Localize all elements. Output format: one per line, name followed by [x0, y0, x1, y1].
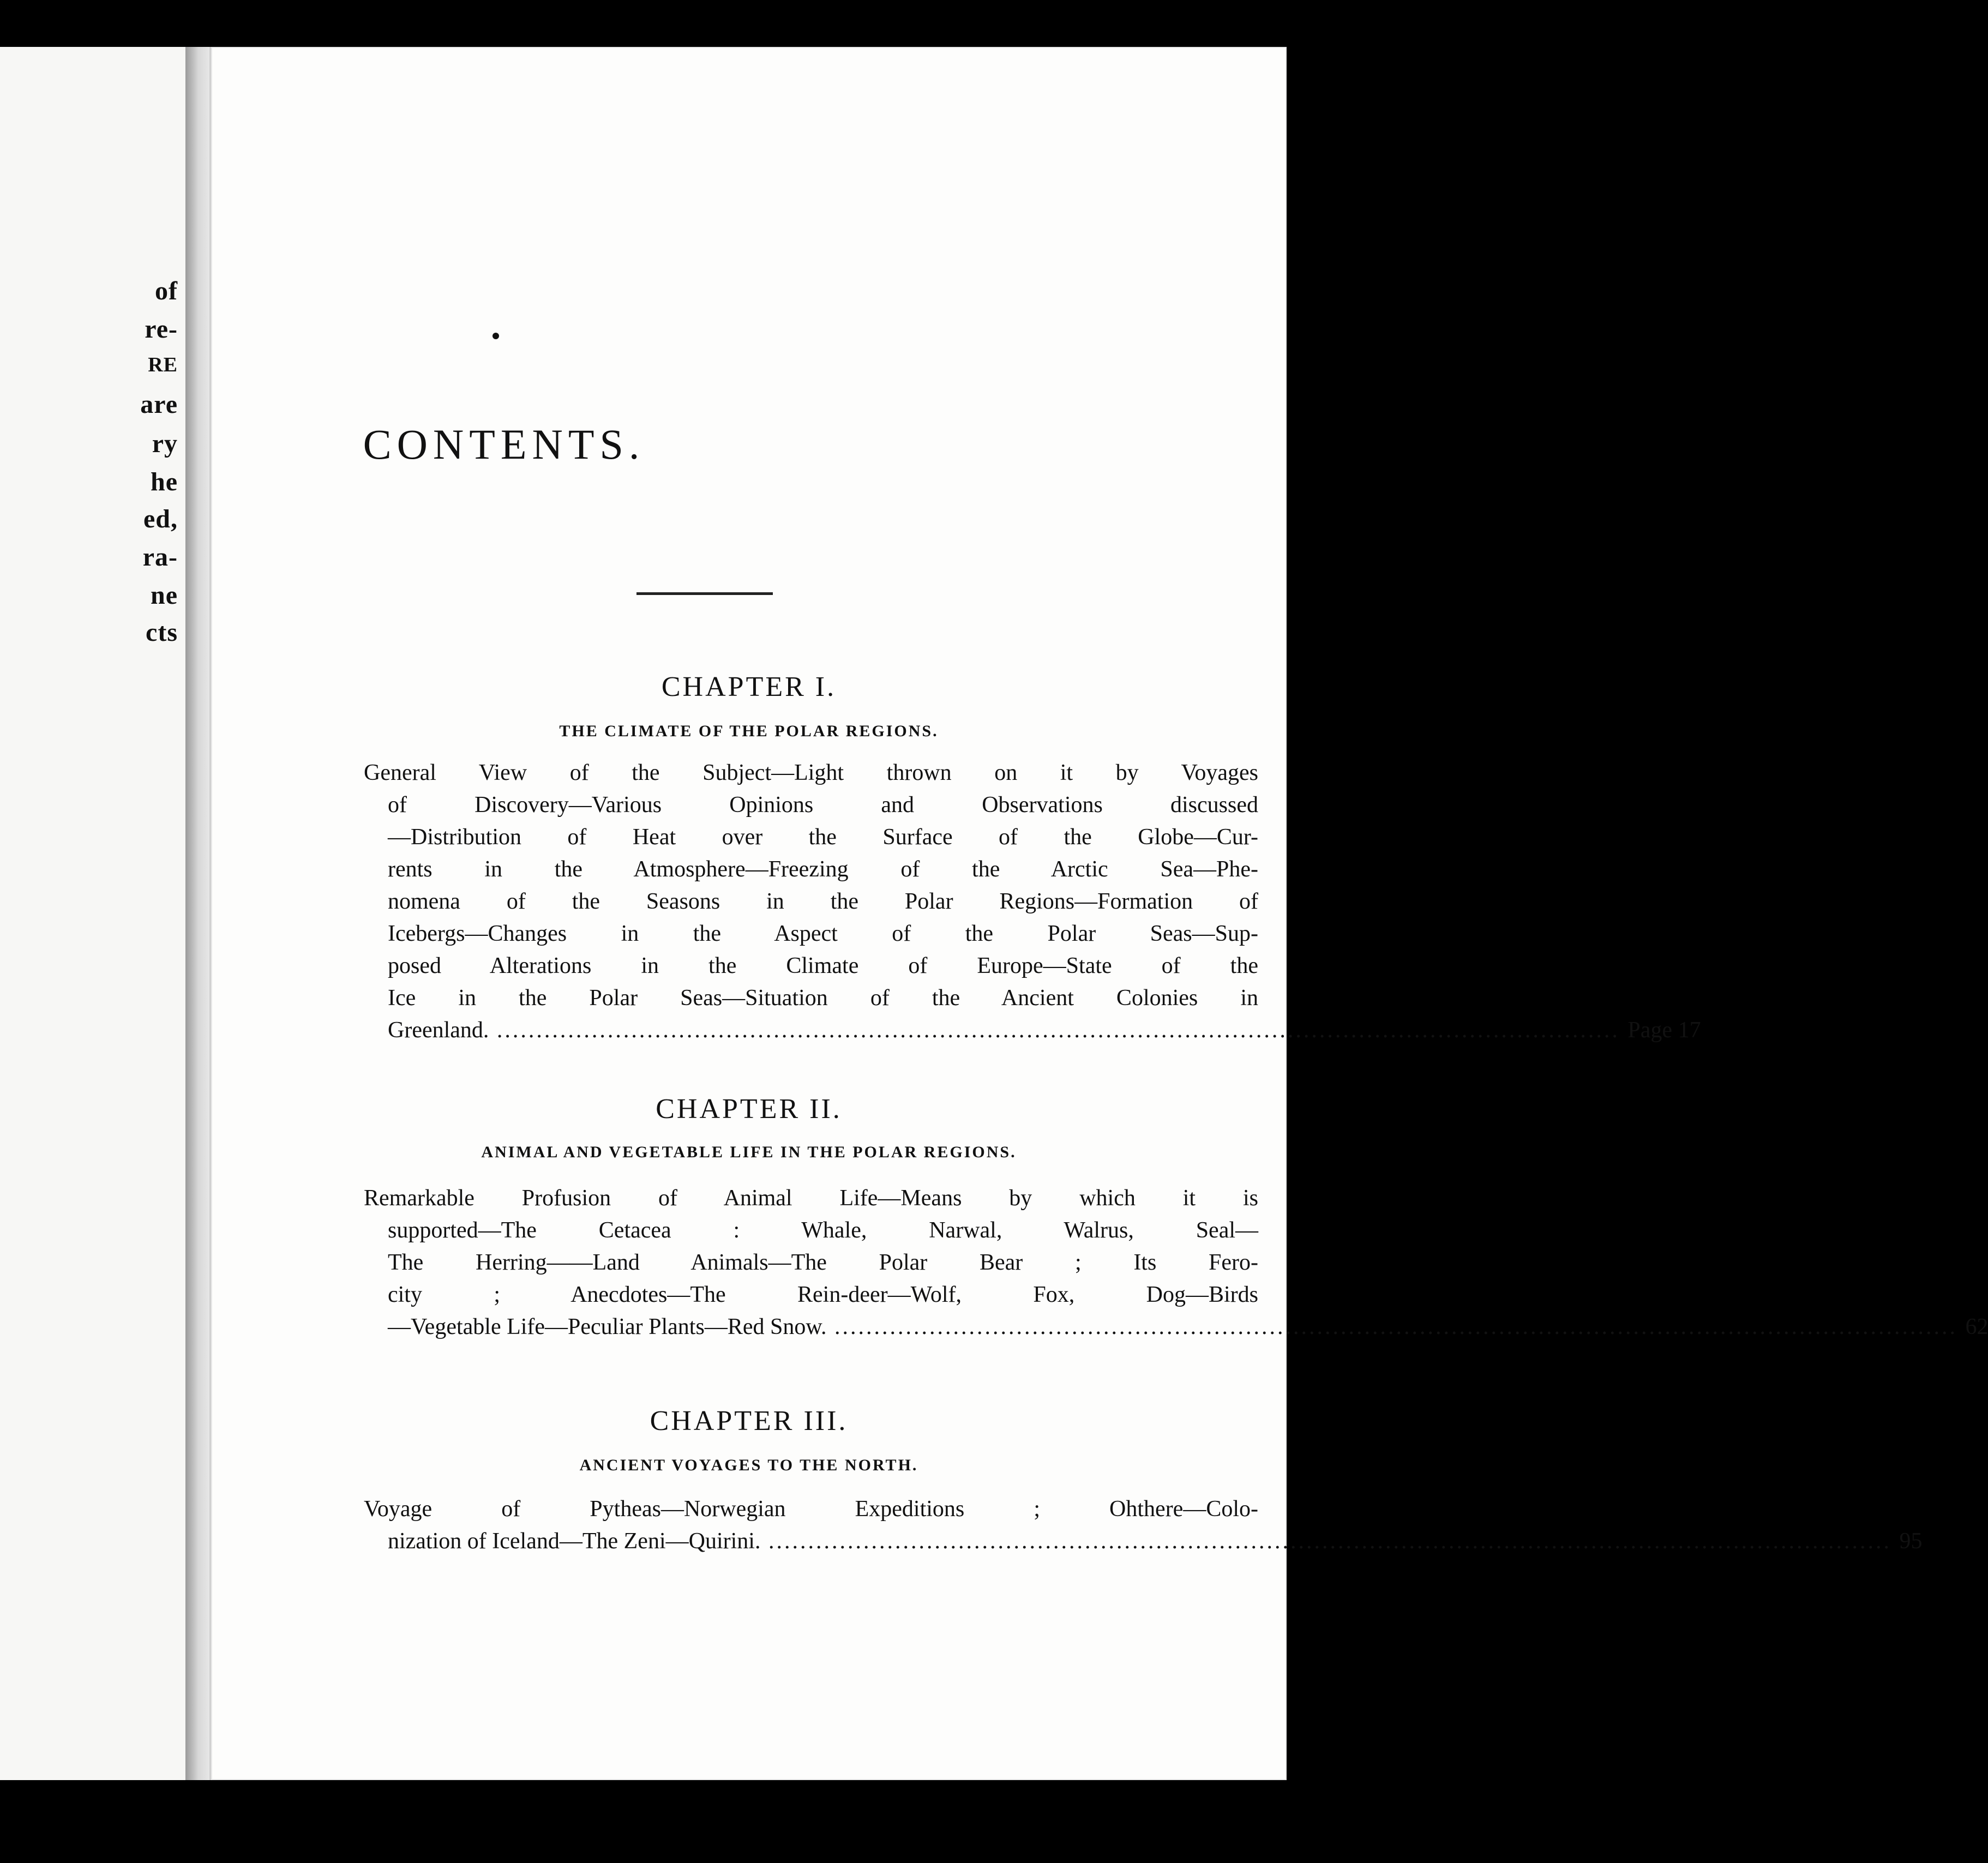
summary-leader-line [364, 1311, 1988, 1343]
left-page-fragment: re- [145, 315, 178, 344]
summary-line-end: Greenland. [388, 1018, 489, 1043]
summary-line: posed Alterations in the Climate of Europe—State of the [388, 953, 1258, 978]
summary-line: nomena of the Seasons in the Polar Regions—Formation of [388, 889, 1258, 914]
summary-line: city ; Anecdotes—The Rein-deer—Wolf, Fox, Dog—Birds [388, 1282, 1258, 1307]
scan-background [0, 1780, 1340, 1863]
page-number: 62 [1965, 1314, 1988, 1339]
left-page-fragment: RE [148, 353, 178, 376]
chapter-1-subtitle: THE CLIMATE OF THE POLAR REGIONS. [559, 722, 939, 740]
summary-line: of Discovery—Various Opinions and Observations discussed [388, 792, 1258, 818]
left-page-fragment: of [155, 277, 178, 305]
chapter-2-heading: CHAPTER II. [656, 1093, 842, 1125]
dot-leader: .............................................................................................................................................. [834, 1314, 1957, 1339]
left-page-fragment: ry [152, 429, 178, 458]
summary-line: —Distribution of Heat over the Surface of the Globe—Cur- [388, 825, 1258, 850]
page-number: Page 17 [1627, 1018, 1701, 1043]
summary-line: The Herring——Land Animals—The Polar Bear ; Its Fero- [388, 1250, 1258, 1275]
chapter-3-heading: CHAPTER III. [650, 1405, 848, 1437]
summary-leader-line [364, 1014, 1701, 1047]
left-page-fragment: cts [146, 618, 178, 647]
summary-line: Voyage of Pytheas—Norwegian Expeditions ; Ohthere—Colo- [364, 1497, 1258, 1522]
chapter-2-subtitle: ANIMAL AND VEGETABLE LIFE IN THE POLAR REGIONS. [481, 1143, 1017, 1161]
dot-leader: .............................................................................................................................................. [496, 1018, 1620, 1043]
summary-leader-line [364, 1525, 1923, 1558]
left-page-fragment: ed, [143, 504, 178, 533]
ink-speck [493, 333, 499, 339]
chapter-1-heading: CHAPTER I. [661, 671, 837, 702]
left-page-fragment: he [151, 467, 178, 496]
page-title: CONTENTS. [363, 420, 645, 468]
summary-line: Icebergs—Changes in the Aspect of the Polar Seas—Sup- [388, 921, 1258, 946]
summary-line: Remarkable Profusion of Animal Life—Means by which it is [364, 1186, 1258, 1211]
summary-line-end: —Vegetable Life—Peculiar Plants—Red Snow. [388, 1314, 827, 1339]
chapter-3-summary [364, 1493, 1923, 1558]
contents-page [209, 47, 1988, 1780]
left-page-fragment: ra- [142, 543, 178, 572]
title-rule [636, 592, 773, 595]
dot-leader: .............................................................................................................................................. [768, 1529, 1891, 1554]
summary-line: supported—The Cetacea : Whale, Narwal, Walrus, Seal— [388, 1218, 1258, 1243]
page-number: 95 [1899, 1529, 1923, 1554]
summary-line: Ice in the Polar Seas—Situation of the Ancient Colonies in [388, 985, 1258, 1011]
left-facing-page [0, 47, 185, 1780]
summary-line: General View of the Subject—Light thrown on it by Voyages [364, 760, 1258, 785]
summary-line: rents in the Atmosphere—Freezing of the Arctic Sea—Phe- [388, 857, 1258, 882]
left-page-fragment: ne [151, 581, 178, 610]
chapter-3-subtitle: ANCIENT VOYAGES TO THE NORTH. [579, 1456, 918, 1474]
chapter-2-summary [364, 1182, 1988, 1343]
chapter-1-summary [364, 757, 1701, 1047]
left-page-fragment: are [140, 390, 178, 419]
summary-line-end: nization of Iceland—The Zeni—Quirini. [388, 1529, 761, 1554]
